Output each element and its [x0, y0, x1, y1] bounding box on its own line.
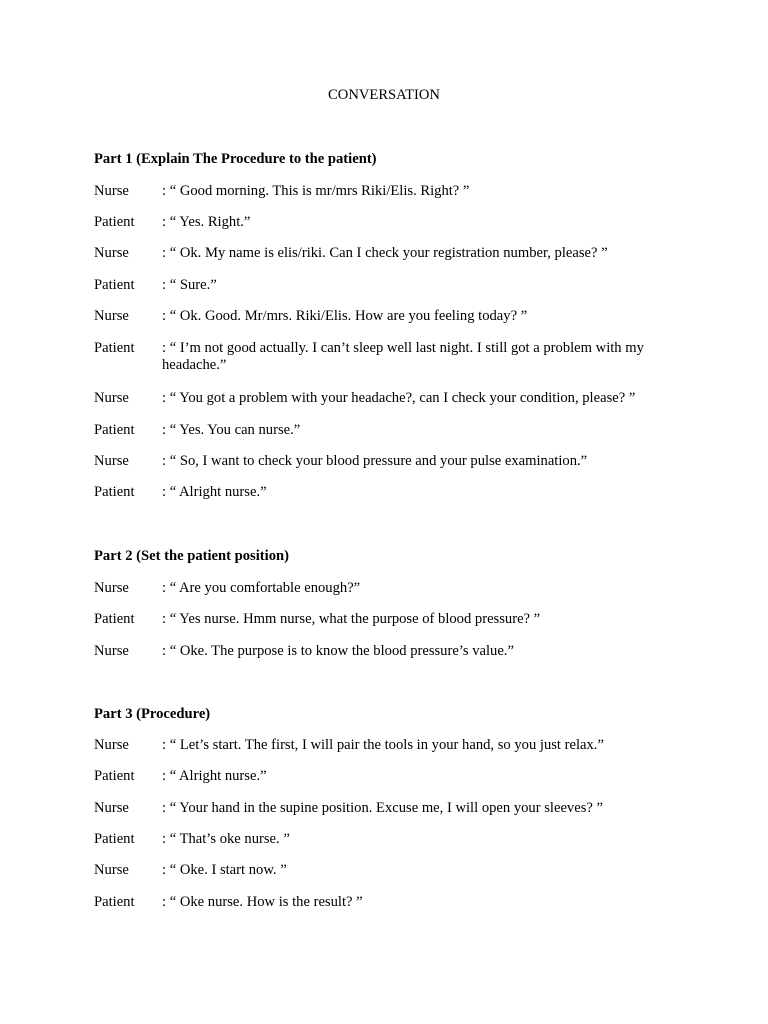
part-2-heading: Part 2 (Set the patient position) [94, 548, 289, 564]
speaker-label: Patient [94, 422, 135, 438]
document-title: CONVERSATION [328, 87, 440, 103]
utterance-text: : “ Good morning. This is mr/mrs Riki/Elis. Right? ” [162, 183, 470, 199]
speaker-label: Nurse [94, 390, 129, 406]
speaker-label: Nurse [94, 453, 129, 469]
speaker-label: Nurse [94, 245, 129, 261]
part-3-heading: Part 3 (Procedure) [94, 706, 211, 722]
utterance-text: : “ Yes nurse. Hmm nurse, what the purpose of blood pressure? ” [162, 611, 541, 627]
utterance-text: : “ Your hand in the supine position. Excuse me, I will open your sleeves? ” [162, 800, 603, 816]
utterance-text: : “ You got a problem with your headache?, can I check your condition, please? ” [162, 390, 636, 406]
speaker-label: Nurse [94, 800, 129, 816]
utterance-text: : “ Oke. The purpose is to know the blood pressure’s value.” [162, 643, 514, 659]
utterance-text: : “ That’s oke nurse. ” [162, 831, 290, 847]
utterance-text: : “ So, I want to check your blood pressure and your pulse examination.” [162, 453, 588, 469]
utterance-text: : “ Oke. I start now. ” [162, 862, 287, 878]
speaker-label: Patient [94, 214, 135, 230]
speaker-label: Nurse [94, 862, 129, 878]
speaker-label: Patient [94, 768, 135, 784]
speaker-label: Nurse [94, 183, 129, 199]
speaker-label: Nurse [94, 308, 129, 324]
speaker-label: Nurse [94, 580, 129, 596]
speaker-label: Patient [94, 831, 135, 847]
utterance-text: : “ Ok. My name is elis/riki. Can I check your registration number, please? ” [162, 245, 608, 261]
utterance-text: : “ Sure.” [162, 277, 217, 293]
speaker-label: Patient [94, 894, 135, 910]
utterance-text: : “ I’m not good actually. I can’t sleep well last night. I still got a problem with my headache.” [162, 340, 644, 373]
speaker-label: Patient [94, 277, 135, 293]
part-1-heading: Part 1 (Explain The Procedure to the patient) [94, 151, 377, 167]
utterance-text: : “ Alright nurse.” [162, 768, 267, 784]
utterance-text: : “ Let’s start. The first, I will pair the tools in your hand, so you just relax.” [162, 737, 604, 753]
utterance-text: : “ Ok. Good. Mr/mrs. Riki/Elis. How are you feeling today? ” [162, 308, 528, 324]
speaker-label: Patient [94, 484, 135, 500]
speaker-label: Nurse [94, 737, 129, 753]
speaker-label: Patient [94, 340, 135, 356]
utterance-text: : “ Yes. Right.” [162, 214, 251, 230]
utterance-text: : “ Yes. You can nurse.” [162, 422, 301, 438]
speaker-label: Patient [94, 611, 135, 627]
utterance-text: : “ Oke nurse. How is the result? ” [162, 894, 363, 910]
speaker-label: Nurse [94, 643, 129, 659]
utterance-text: : “ Alright nurse.” [162, 484, 267, 500]
utterance-text: : “ Are you comfortable enough?” [162, 580, 361, 596]
